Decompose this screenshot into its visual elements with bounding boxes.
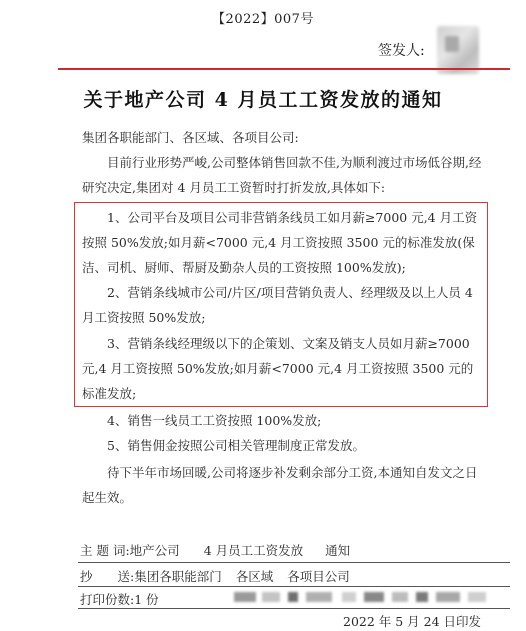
redacted-block (416, 592, 428, 602)
document-title: 关于地产公司 4 月员工工资发放的通知 (83, 89, 443, 111)
red-header-rule (58, 68, 510, 70)
redacted-block (262, 592, 280, 602)
closing-paragraph: 待下半年市场回暖,公司将逐步补发剩余部分工资,本通知自发文之日起生效。 (82, 465, 478, 505)
document-number: 【2022】007号 (212, 12, 314, 27)
footer-divider (78, 586, 510, 587)
intro-paragraph: 目前行业形势严峻,公司整体销售回款不佳,为顺利渡过市场低谷期,经研究决定,集团对 4 月员工工资暂时打折发放,具体如下: (82, 155, 482, 195)
redacted-block (468, 592, 486, 602)
salutation: 集团各职能部门、各区域、各项目公司: (82, 130, 299, 145)
print-count: 打印份数:1 份 (80, 592, 159, 607)
footer-divider (78, 608, 510, 609)
cc-recipient: 各区域 (235, 569, 274, 584)
footer-divider (78, 562, 510, 563)
cc-label: 抄 送: (80, 569, 135, 584)
redacted-block (342, 592, 356, 602)
cc-recipient: 集团各职能部门 (134, 569, 222, 584)
list-item: 4、销售一线员工工资按照 100%发放; (107, 413, 322, 428)
cc-row (80, 567, 350, 585)
issuer-label: 签发人: (378, 43, 425, 59)
redacted-block (364, 592, 384, 602)
subject-words-row (80, 541, 350, 559)
redacted-block (234, 592, 256, 602)
list-item: 5、销售佣金按照公司相关管理制度正常发放。 (107, 438, 365, 453)
subject-word: 4 月员工工资发放 (203, 543, 304, 558)
subject-label: 主 题 词: (80, 543, 130, 558)
list-item: 2、营销条线城市公司/片区/项目营销负责人、经理级及以上人员 4 月工资按照 50%发放; (82, 285, 473, 325)
subject-word: 地产公司 (129, 543, 180, 558)
subject-word: 通知 (325, 543, 351, 558)
redacted-block (288, 592, 298, 602)
cc-recipient: 各项目公司 (287, 569, 350, 584)
redacted-signature (437, 26, 479, 74)
list-item: 1、公司平台及项目公司非营销条线员工如月薪≥7000 元,4 月工资按照 50%发放;如月薪<7000 元,4 月工资按照 3500 元的标准发放(保洁、司机、厨师、帮厨及勤杂人员的工资按照 100%发放); (82, 210, 478, 275)
redacted-block (436, 592, 460, 602)
list-item: 3、营销条线经理级以下的企策划、文案及销支人员如月薪≥7000 元,4 月工资按照 50%发放;如月薪<7000 元,4 月工资按照 3500 元的标准发放; (82, 336, 474, 401)
redacted-block (306, 592, 332, 602)
redacted-block (392, 592, 408, 602)
issue-date: 2022 年 5 月 24 日印发 (343, 614, 482, 629)
